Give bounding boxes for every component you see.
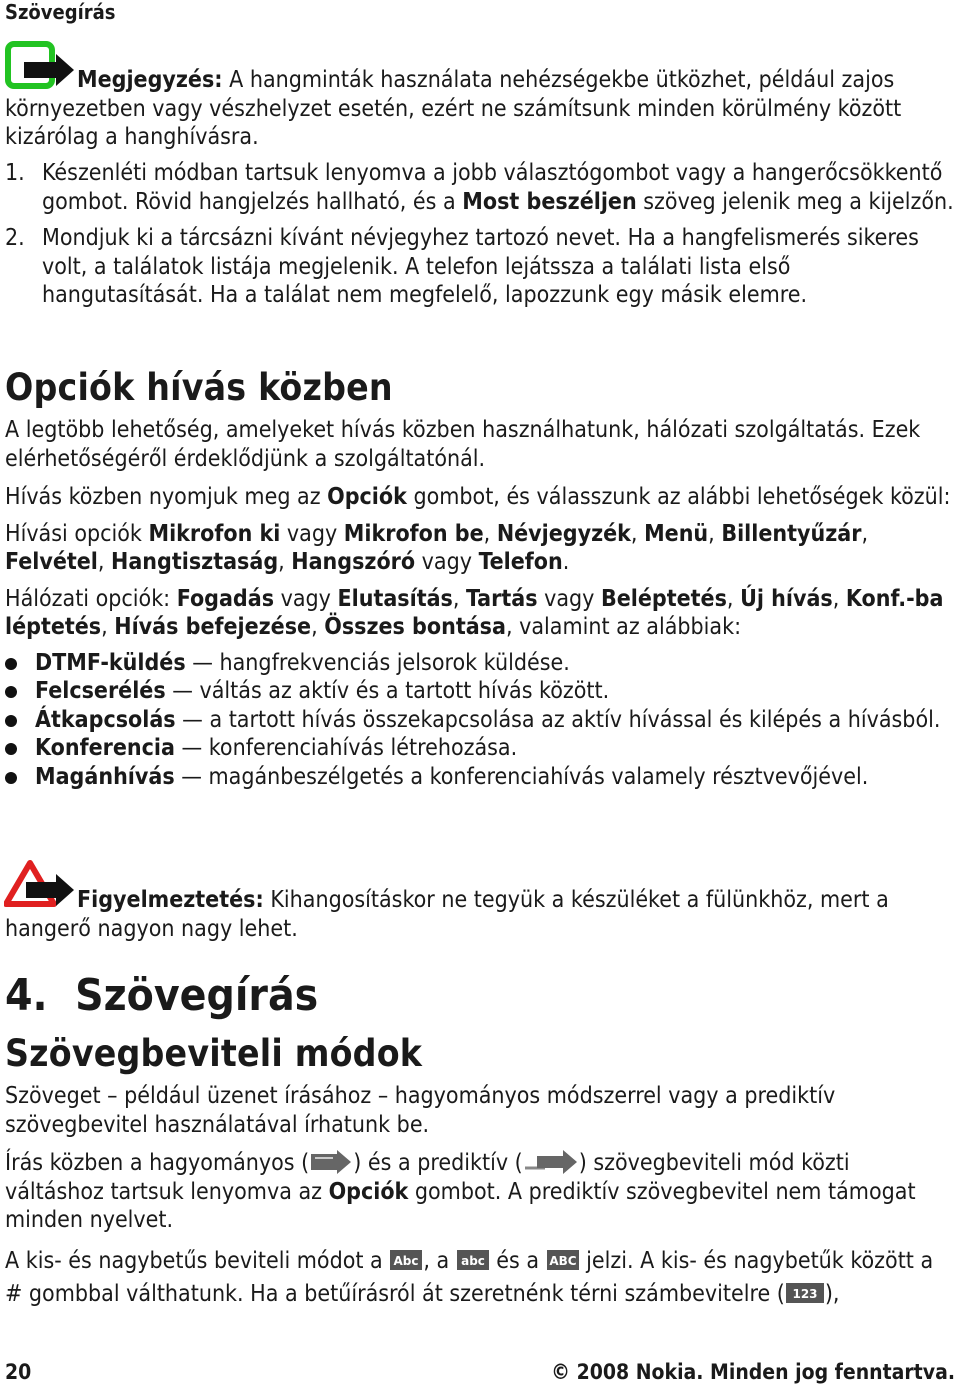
list-item: Konferencia — konferenciahívás létrehozása. xyxy=(5,734,955,763)
section-title: Opciók hívás közben xyxy=(5,366,393,409)
numeric-mode-icon xyxy=(785,1281,825,1305)
uppercase-icon xyxy=(546,1248,580,1272)
paragraph: Hívás közben nyomjuk meg az Opciók gombot, és válasszunk az alábbi lehetőségek közül: xyxy=(5,484,951,510)
options-bullet-list xyxy=(5,649,955,792)
list-item: Magánhívás — magánbeszélgetés a konferenciahívás valamely résztvevőjével. xyxy=(5,763,955,792)
warning-paragraph: Figyelmeztetés: Kihangosításkor ne tegyük a készüléket a fülünkhöz, mert a hangerő nagyon nagy lehet. xyxy=(5,886,955,943)
running-header: Szövegírás xyxy=(5,0,116,24)
chapter-title: Szövegírás xyxy=(75,970,319,1021)
copyright: © 2008 Nokia. Minden jog fenntartva. xyxy=(551,1360,955,1384)
paragraph: A legtöbb lehetőség, amelyeket hívás közben használhatunk, hálózati szolgáltatás. Ezek elérhetőségéről érdeklődjünk a szolgáltatónál. xyxy=(5,417,921,472)
chapter-heading xyxy=(5,970,955,1022)
network-options-paragraph: Hálózati opciók: Fogadás vagy Elutasítás, Tartás vagy Beléptetés, Új hívás, Konf.-ba léptetés, Hívás befejezése, Összes bontása, valamint az alábbiak: xyxy=(5,585,944,640)
call-options-paragraph: Hívási opciók Mikrofon ki vagy Mikrofon be, Névjegyzék, Menü, Billentyűzár, Felvétel, Hangtisztaság, Hangszóró vagy Telefon. xyxy=(5,520,869,575)
page-number: 20 xyxy=(5,1360,32,1384)
section-input-modes xyxy=(5,1032,955,1311)
note-text: környezetben vagy vészhelyzet esetén, ezért ne számítsunk minden körülmény között kizárólag a hanghívásra. xyxy=(5,95,902,150)
paragraph: Szöveget – például üzenet írásához – hagyományos módszerrel vagy a prediktív szövegbevitel használatával írhatunk be. xyxy=(5,1083,836,1138)
list-item: Felcserélés — váltás az aktív és a tartott hívás között. xyxy=(5,677,955,706)
warning-label: Figyelmeztetés: xyxy=(77,887,264,913)
section-call-options xyxy=(5,366,955,791)
list-item: 1. Készenléti módban tartsuk lenyomva a jobb választógombot vagy a hangerőcsökkentő gombot. Rövid hangjelzés hallható, és a Most beszéljen szöveg jelenik meg a kijelzőn. xyxy=(5,160,954,215)
list-item: DTMF-küldés — hangfrekvenciás jelsorok küldése. xyxy=(5,649,955,678)
traditional-input-icon xyxy=(309,1150,353,1174)
svg-text:abc: abc xyxy=(460,1253,485,1268)
paragraph: A kis- és nagybetűs beviteli módot a Abc , a abc és a ABC jelzi. A kis- és nagybetűk között a # gombbal válthatunk. Ha a betűírásról át szeretnénk térni számbevitelre ( 123 ), xyxy=(5,1247,934,1307)
lowercase-icon xyxy=(456,1248,490,1272)
list-item: 2. Mondjuk ki a tárcsázni kívánt névjegyhez tartozó nevet. Ha a hangfelismerés sikeres volt, a találatok listája megjelenik. A telefon lejátssza a találati lista első hangutasítását. Ha a találat nem megfelelő, lapozzunk egy másik elemre. xyxy=(5,225,919,308)
section-title: Szövegbeviteli módok xyxy=(5,1032,423,1075)
chapter-number: 4. xyxy=(5,970,48,1021)
note-paragraph: Megjegyzés: A hangminták használata nehézségekbe ütközhet, például zajos környezetben vagy vészhelyzet esetén, ezért ne számítsunk minden körülmény között kizárólag a hanghívásra. xyxy=(5,66,955,152)
svg-text:ABC: ABC xyxy=(548,1253,577,1268)
note-label: Megjegyzés: xyxy=(77,67,223,93)
predictive-input-icon xyxy=(523,1150,579,1174)
steps-list xyxy=(5,159,955,310)
paragraph: Írás közben a hagyományos ( ) és a prediktív ( ) szövegbeviteli mód közti váltáshoz tartsuk lenyomva az Opciók gombot. A prediktív szövegbevitel nem támogat minden nyelvet. xyxy=(5,1150,916,1233)
list-item: Átkapcsolás — a tartott hívás összekapcsolása az aktív hívással és kilépés a hívásból. xyxy=(5,706,955,735)
sentence-case-icon xyxy=(389,1248,423,1272)
warning-text: hangerő nagyon nagy lehet. xyxy=(5,915,298,942)
svg-text:Abc: Abc xyxy=(393,1253,419,1268)
svg-text:123: 123 xyxy=(792,1286,818,1301)
